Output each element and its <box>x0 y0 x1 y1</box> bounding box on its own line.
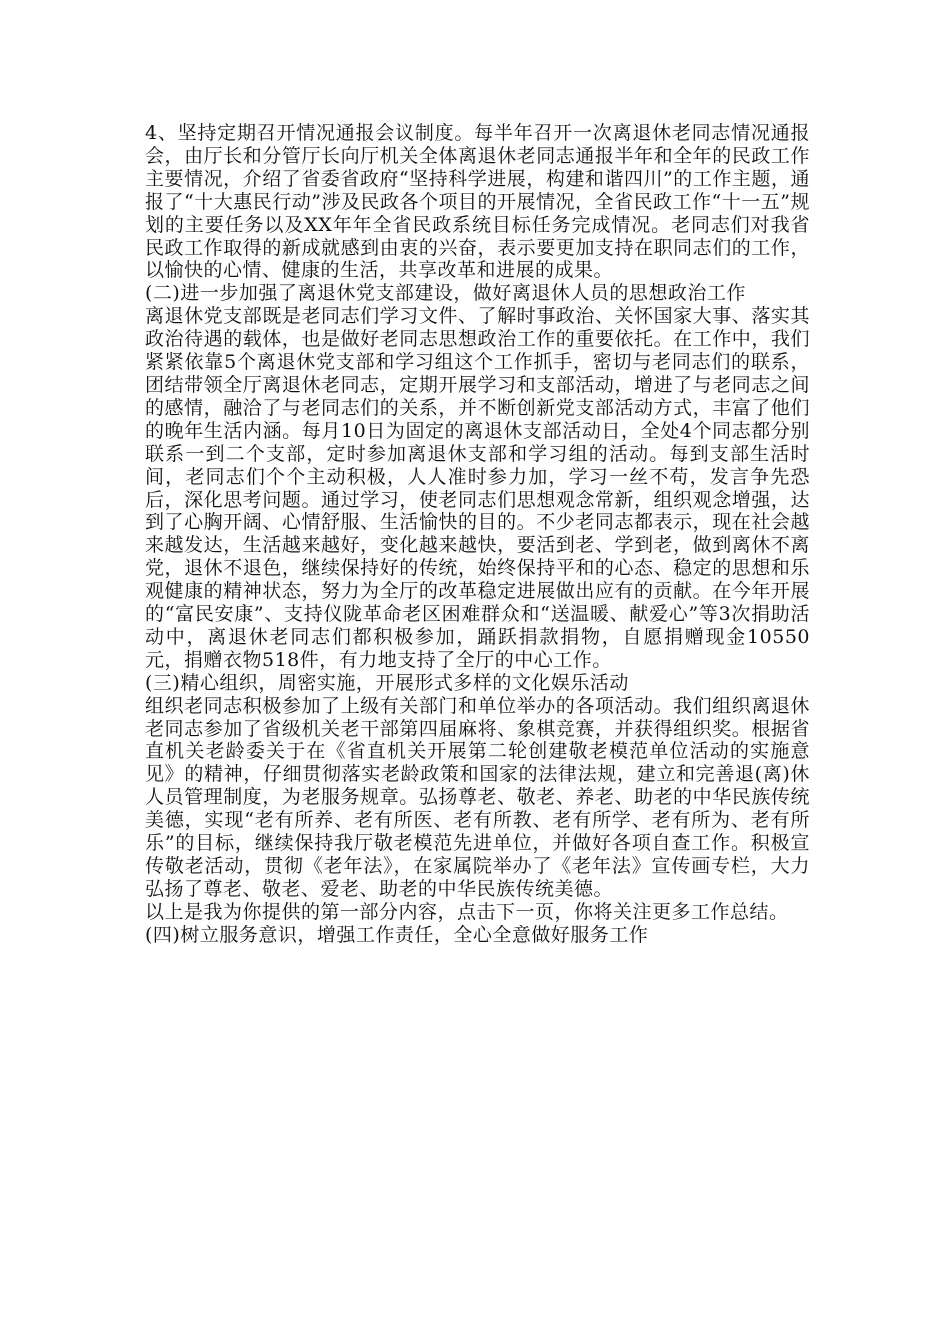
paragraph-party-branch: 离退休党支部既是老同志们学习文件、了解时事政治、关怀国家大事、落实其政治待遇的载体，也是做好老同志思想政治工作的重要依托。在工作中，我们紧紧依靠5个离退休党支部和学习组这个工作抓手，密切与老同志们的联系，团结带领全厅离退休老同志，定期开展学习和支部活动，增进了与老同志之间的感情，融洽了与老同志们的关系，并不断创新党支部活动方式，丰富了他们的晚年生活内涵。每月10日为固定的离退休支部活动日，全处4个同志都分别联系一到二个支部，定时参加离退休支部和学习组的活动。每到支部生活时间，老同志们个个主动积极，人人准时参力加，学习一丝不苟，发言争先恐后，深化思考问题。通过学习，使老同志们思想观念常新，组织观念增强，达到了心胸开阔、心情舒服、生活愉快的目的。不少老同志都表示，现在社会越来越发达，生活越来越好，变化越来越快，要活到老、学到老，做到离休不离党，退休不退色，继续保持好的传统，始终保持平和的心态、稳定的思想和乐观健康的精神状态，努力为全厅的改革稳定进展做出应有的贡献。在今年开展的“富民安康”、支持仪陇革命老区困难群众和“送温暖、献爱心”等3次捐助活动中，离退休老同志们都积极参加，踊跃捐款捐物，自愿捐赠现金10550元，捐赠衣物518件，有力地支持了全厅的中心工作。 <box>145 305 810 671</box>
paragraph-item-4-reporting-meetings: 4、坚持定期召开情况通报会议制度。每半年召开一次离退休老同志情况通报会，由厅长和分管厅长向厅机关全体离退休老同志通报半年和全年的民政工作主要情况，介绍了省委省政府“坚持科学进展，构建和谐四川”的工作主题，通报了“十大惠民行动”涉及民政各个项目的开展情况，全省民政工作“十一五”规划的主要任务以及XX年年全省民政系统目标任务完成情况。老同志们对我省民政工作取得的新成就感到由衷的兴奋，表示要更加支持在职同志们的工作，以愉快的心情、健康的生活，共享改革和进展的成果。 <box>145 122 810 282</box>
section-heading-4: (四)树立服务意识，增强工作责任，全心全意做好服务工作 <box>145 923 649 946</box>
paragraph-cultural-activities: 组织老同志积极参加了上级有关部门和单位举办的各项活动。我们组织离退休老同志参加了省级机关老干部第四届麻将、象棋竞赛，并获得组织奖。根据省直机关老龄委关于在《省直机关开展第二轮创建敬老模范单位活动的实施意见》的精神，仔细贯彻落实老龄政策和国家的法律法规，建立和完善退(离)休人员管理制度，为老服务规章。弘扬尊老、敬老、养老、助老的中华民族传统美德，实现“老有所养、老有所医、老有所教、老有所学、老有所为、老有所乐”的目标，继续保持我厅敬老模范先进单位，并做好各项自查工作。积极宣传敬老活动，贯彻《老年法》，在家属院举办了《老年法》宣传画专栏，大力弘扬了尊老、敬老、爱老、助老的中华民族传统美德。 <box>145 694 810 900</box>
paragraph-next-page-note: 以上是我为你提供的第一部分内容，点击下一页，你将关注更多工作总结。 <box>145 900 789 923</box>
section-heading-3: (三)精心组织，周密实施，开展形式多样的文化娱乐活动 <box>145 671 629 694</box>
section-heading-2: (二)进一步加强了离退休党支部建设，做好离退休人员的思想政治工作 <box>145 282 746 305</box>
document-body <box>145 122 810 947</box>
